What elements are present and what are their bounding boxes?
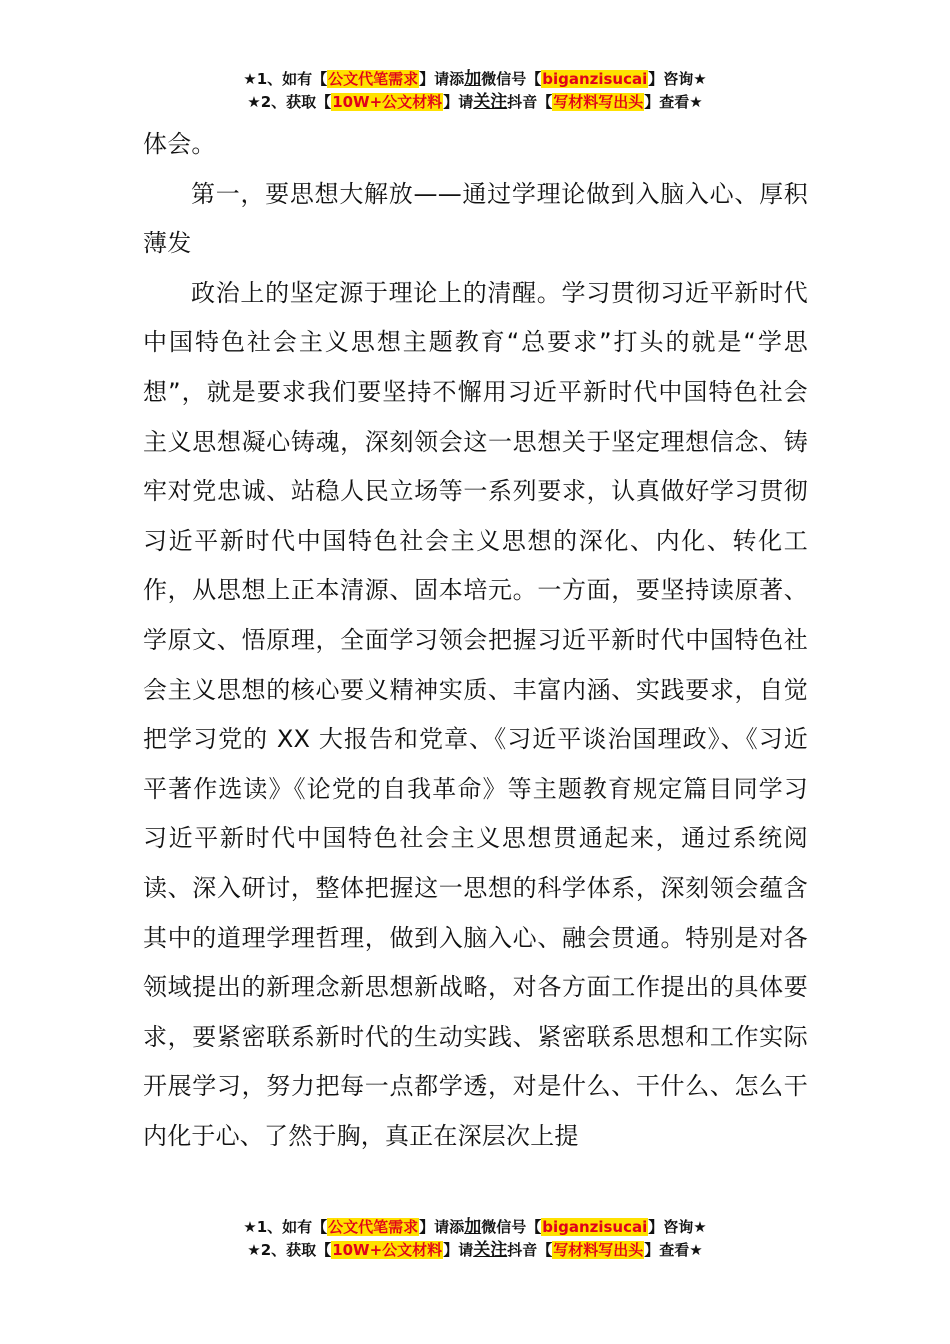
- paragraph: 政治上的坚定源于理论上的清醒。学习贯彻习近平新时代中国特色社会主义思想主题教育“总要求”打头的就是“学思想”，就是要求我们要坚持不懈用习近平新时代中国特色社会主义思想凝心铸魂，深刻领会这一思想关于坚定理想信念、铸牢对党忠诚、站稳人民立场等一系列要求，认真做好学习贯彻习近平新时代中国特色社会主义思想的深化、内化、转化工作，从思想上正本清源、固本培元。一方面，要坚持读原著、学原文、悟原理，全面学习领会把握习近平新时代中国特色社会主义思想的核心要义精神实质、丰富内涵、实践要求，自觉把学习党的 XX 大报告和党章、《习近平谈治国理政》、《习近平著作选读》《论党的自我革命》等主题教育规定篇目同学习习近平新时代中国特色社会主义思想贯通起来，通过系统阅读、深入研讨，整体把握这一思想的科学体系，深刻领会蕴含其中的道理学理哲理，做到入脑入心、融会贯通。特别是对各领域提出的新理念新思想新战略，对各方面工作提出的具体要求，要紧密联系新时代的生动实践、紧密联系思想和工作实际开展学习，努力把每一点都学透，对是什么、干什么、怎么干内化于心、了然于胸，真正在深层次上提: [143, 278, 808, 1150]
- banner-text: 抖音【: [507, 1241, 553, 1259]
- banner-text: ★2、获取【: [247, 1241, 332, 1259]
- banner-text: 】请添: [419, 1218, 465, 1236]
- highlight-douyin-id: 写材料写出头: [553, 93, 644, 111]
- document-body: [143, 120, 808, 1161]
- banner-line-2: [0, 1239, 950, 1262]
- banner-text: 微信号【: [481, 70, 542, 88]
- footer-banner: [0, 1216, 950, 1262]
- banner-line-2: [0, 91, 950, 114]
- banner-text: ★1、如有【: [243, 1218, 328, 1236]
- highlight-wechat-id: biganzisucai: [542, 70, 648, 88]
- banner-text: 】查看★: [644, 93, 703, 111]
- paragraph-continuation: 体会。: [143, 130, 216, 158]
- highlight-service: 公文代笔需求: [328, 70, 419, 88]
- section-heading: 第一，要思想大解放——通过学理论做到入脑入心、厚积薄发: [143, 179, 808, 258]
- banner-text: 微信号【: [481, 1218, 542, 1236]
- banner-text: 】请添: [419, 70, 465, 88]
- highlight-materials: 10W+公文材料: [332, 1241, 443, 1259]
- underlined-text: 关注: [473, 1240, 508, 1260]
- underlined-text: 加: [464, 1217, 482, 1237]
- banner-text: 抖音【: [507, 93, 553, 111]
- highlight-service: 公文代笔需求: [328, 1218, 419, 1236]
- banner-line-1: [0, 1216, 950, 1239]
- banner-text: 】咨询★: [648, 70, 707, 88]
- banner-text: 】咨询★: [648, 1218, 707, 1236]
- banner-text: 】请: [443, 1241, 474, 1259]
- underlined-text: 关注: [473, 92, 508, 112]
- banner-text: 】查看★: [644, 1241, 703, 1259]
- highlight-materials: 10W+公文材料: [332, 93, 443, 111]
- underlined-text: 加: [464, 69, 482, 89]
- highlight-douyin-id: 写材料写出头: [553, 1241, 644, 1259]
- highlight-wechat-id: biganzisucai: [542, 1218, 648, 1236]
- banner-line-1: [0, 68, 950, 91]
- header-banner: [0, 68, 950, 114]
- banner-text: ★1、如有【: [243, 70, 328, 88]
- banner-text: ★2、获取【: [247, 93, 332, 111]
- banner-text: 】请: [443, 93, 474, 111]
